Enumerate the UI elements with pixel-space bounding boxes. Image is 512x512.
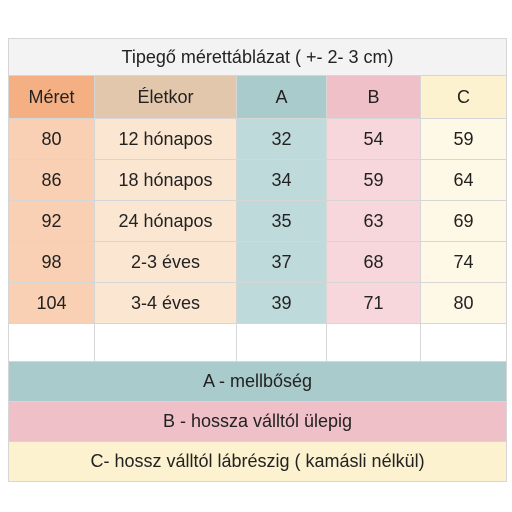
cell-b: 54 — [327, 119, 421, 160]
cell-meret: 86 — [9, 160, 95, 201]
cell-a: 35 — [237, 201, 327, 242]
cell-c: 59 — [421, 119, 507, 160]
cell-meret: 80 — [9, 119, 95, 160]
header-b: B — [327, 76, 421, 119]
table-row — [9, 242, 507, 283]
legend-c: C- hossz válltól lábrészig ( kamásli nélkül) — [9, 442, 507, 482]
header-row — [9, 76, 507, 119]
cell-b: 68 — [327, 242, 421, 283]
blank-cell — [421, 324, 507, 362]
header-meret: Méret — [9, 76, 95, 119]
cell-meret: 92 — [9, 201, 95, 242]
cell-b: 59 — [327, 160, 421, 201]
size-table — [8, 38, 507, 482]
table-row — [9, 160, 507, 201]
blank-cell — [327, 324, 421, 362]
size-chart — [8, 38, 506, 482]
header-c: C — [421, 76, 507, 119]
blank-row — [9, 324, 507, 362]
blank-cell — [9, 324, 95, 362]
table-row — [9, 283, 507, 324]
cell-c: 64 — [421, 160, 507, 201]
cell-eletkor: 18 hónapos — [95, 160, 237, 201]
blank-cell — [95, 324, 237, 362]
legend-row-a — [9, 362, 507, 402]
cell-meret: 104 — [9, 283, 95, 324]
cell-c: 69 — [421, 201, 507, 242]
table-title: Tipegő mérettáblázat ( +- 2- 3 cm) — [9, 39, 507, 76]
cell-b: 63 — [327, 201, 421, 242]
cell-meret: 98 — [9, 242, 95, 283]
legend-b: B - hossza válltól ülepig — [9, 402, 507, 442]
table-row — [9, 119, 507, 160]
legend-row-c — [9, 442, 507, 482]
title-row — [9, 39, 507, 76]
cell-c: 80 — [421, 283, 507, 324]
cell-a: 32 — [237, 119, 327, 160]
cell-eletkor: 24 hónapos — [95, 201, 237, 242]
cell-a: 34 — [237, 160, 327, 201]
cell-c: 74 — [421, 242, 507, 283]
header-eletkor: Életkor — [95, 76, 237, 119]
table-row — [9, 201, 507, 242]
cell-eletkor: 3-4 éves — [95, 283, 237, 324]
blank-cell — [237, 324, 327, 362]
header-a: A — [237, 76, 327, 119]
legend-a: A - mellbőség — [9, 362, 507, 402]
legend-row-b — [9, 402, 507, 442]
cell-b: 71 — [327, 283, 421, 324]
cell-a: 37 — [237, 242, 327, 283]
cell-a: 39 — [237, 283, 327, 324]
cell-eletkor: 2-3 éves — [95, 242, 237, 283]
cell-eletkor: 12 hónapos — [95, 119, 237, 160]
